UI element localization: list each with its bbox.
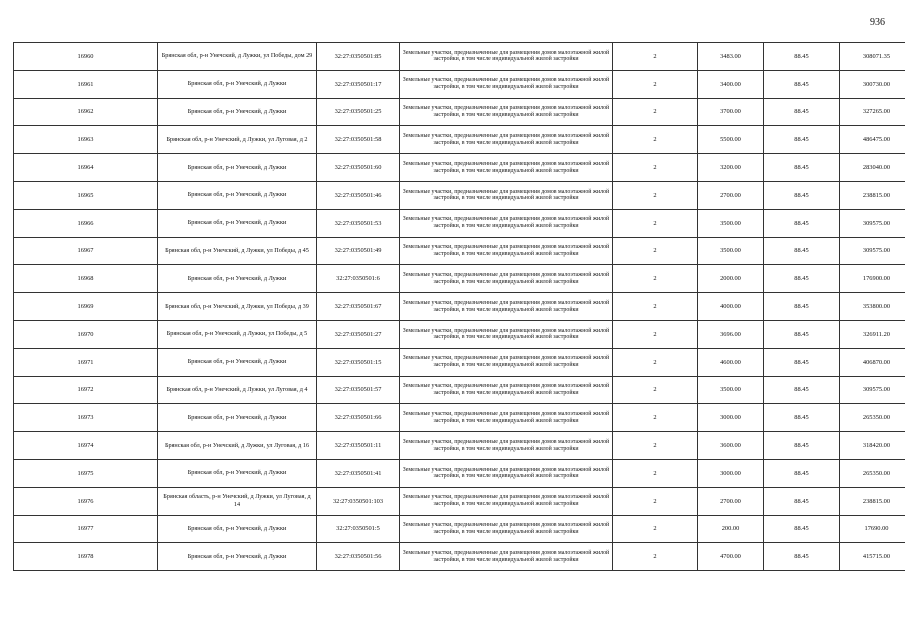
category-cell: 2: [613, 70, 698, 98]
specific-value-cell: 88.45: [764, 376, 840, 404]
category-cell: 2: [613, 432, 698, 460]
area-cell: 5500.00: [698, 126, 764, 154]
address-cell: Брянская обл, р-н Унечский, д Лужки: [158, 348, 317, 376]
table-row: [14, 515, 905, 543]
category-cell: 2: [613, 181, 698, 209]
specific-value-cell: 88.45: [764, 237, 840, 265]
address-cell: Брянская обл, р-н Унечский, д Лужки: [158, 98, 317, 126]
category-cell: 2: [613, 237, 698, 265]
category-cell: 2: [613, 376, 698, 404]
area-cell: 3000.00: [698, 459, 764, 487]
specific-value-cell: 88.45: [764, 43, 840, 71]
permitted-use-cell: Земельные участки, предназначенные для размещения домов малоэтажной жилой застройки, в том числе индивидуальной жилой застройки: [400, 237, 613, 265]
table-row: [14, 459, 905, 487]
category-cell: 2: [613, 543, 698, 571]
cadastral-number-cell: 32:27:0350501:85: [317, 43, 400, 71]
address-cell: Брянская обл, р-н Унечский, д Лужки: [158, 70, 317, 98]
row-number-cell: 16966: [14, 209, 158, 237]
cadastral-number-cell: 32:27:0350501:15: [317, 348, 400, 376]
cadastral-value-cell: 238815.00: [840, 181, 905, 209]
cadastral-value-cell: 326911.20: [840, 320, 905, 348]
table-row: [14, 376, 905, 404]
area-cell: 200.00: [698, 515, 764, 543]
cadastral-number-cell: 32:27:0350501:25: [317, 98, 400, 126]
page-number: 936: [870, 17, 885, 28]
row-number-cell: 16969: [14, 293, 158, 321]
cadastral-value-cell: 353800.00: [840, 293, 905, 321]
category-cell: 2: [613, 98, 698, 126]
permitted-use-cell: Земельные участки, предназначенные для размещения домов малоэтажной жилой застройки, в том числе индивидуальной жилой застройки: [400, 543, 613, 571]
specific-value-cell: 88.45: [764, 70, 840, 98]
cadastral-number-cell: 32:27:0350501:58: [317, 126, 400, 154]
permitted-use-cell: Земельные участки, предназначенные для размещения домов малоэтажной жилой застройки, в том числе индивидуальной жилой застройки: [400, 43, 613, 71]
cadastral-value-cell: 309575.00: [840, 237, 905, 265]
category-cell: 2: [613, 265, 698, 293]
category-cell: 2: [613, 154, 698, 182]
specific-value-cell: 88.45: [764, 487, 840, 515]
permitted-use-cell: Земельные участки, предназначенные для размещения домов малоэтажной жилой застройки, в том числе индивидуальной жилой застройки: [400, 459, 613, 487]
address-cell: Брянская обл, р-н Унечский, д Лужки: [158, 515, 317, 543]
address-cell: Брянская обл, р-н Унечский, д Лужки: [158, 265, 317, 293]
row-number-cell: 16974: [14, 432, 158, 460]
specific-value-cell: 88.45: [764, 209, 840, 237]
table-row: [14, 181, 905, 209]
table-row: [14, 404, 905, 432]
category-cell: 2: [613, 293, 698, 321]
permitted-use-cell: Земельные участки, предназначенные для размещения домов малоэтажной жилой застройки, в том числе индивидуальной жилой застройки: [400, 432, 613, 460]
area-cell: 3600.00: [698, 432, 764, 460]
cadastral-value-cell: 486475.00: [840, 126, 905, 154]
table-row: [14, 237, 905, 265]
cadastral-number-cell: 32:27:0350501:5: [317, 515, 400, 543]
specific-value-cell: 88.45: [764, 126, 840, 154]
row-number-cell: 16971: [14, 348, 158, 376]
registry-table-body: [14, 43, 905, 571]
cadastral-value-cell: 327265.00: [840, 98, 905, 126]
area-cell: 4600.00: [698, 348, 764, 376]
area-cell: 3500.00: [698, 209, 764, 237]
row-number-cell: 16961: [14, 70, 158, 98]
specific-value-cell: 88.45: [764, 515, 840, 543]
permitted-use-cell: Земельные участки, предназначенные для размещения домов малоэтажной жилой застройки, в том числе индивидуальной жилой застройки: [400, 515, 613, 543]
permitted-use-cell: Земельные участки, предназначенные для размещения домов малоэтажной жилой застройки, в том числе индивидуальной жилой застройки: [400, 348, 613, 376]
cadastral-value-cell: 318420.00: [840, 432, 905, 460]
address-cell: Брянская область, р-н Унечский, д Лужки, ул Луговая, д 14: [158, 487, 317, 515]
cadastral-number-cell: 32:27:0350501:56: [317, 543, 400, 571]
cadastral-number-cell: 32:27:0350501:60: [317, 154, 400, 182]
row-number-cell: 16963: [14, 126, 158, 154]
cadastral-number-cell: 32:27:0350501:66: [317, 404, 400, 432]
cadastral-value-cell: 265350.00: [840, 404, 905, 432]
address-cell: Брянская обл, р-н Унечский, д Лужки: [158, 404, 317, 432]
area-cell: 3500.00: [698, 237, 764, 265]
table-row: [14, 265, 905, 293]
permitted-use-cell: Земельные участки, предназначенные для размещения домов малоэтажной жилой застройки, в том числе индивидуальной жилой застройки: [400, 320, 613, 348]
permitted-use-cell: Земельные участки, предназначенные для размещения домов малоэтажной жилой застройки, в том числе индивидуальной жилой застройки: [400, 265, 613, 293]
row-number-cell: 16972: [14, 376, 158, 404]
permitted-use-cell: Земельные участки, предназначенные для размещения домов малоэтажной жилой застройки, в том числе индивидуальной жилой застройки: [400, 70, 613, 98]
specific-value-cell: 88.45: [764, 404, 840, 432]
row-number-cell: 16975: [14, 459, 158, 487]
permitted-use-cell: Земельные участки, предназначенные для размещения домов малоэтажной жилой застройки, в том числе индивидуальной жилой застройки: [400, 293, 613, 321]
address-cell: Брянская обл, р-н Унечский, д Лужки: [158, 459, 317, 487]
address-cell: Брянская обл, р-н Унечский, д Лужки: [158, 209, 317, 237]
cadastral-number-cell: 32:27:0350501:6: [317, 265, 400, 293]
permitted-use-cell: Земельные участки, предназначенные для размещения домов малоэтажной жилой застройки, в том числе индивидуальной жилой застройки: [400, 209, 613, 237]
table-row: [14, 209, 905, 237]
area-cell: 3696.00: [698, 320, 764, 348]
cadastral-value-cell: 176900.00: [840, 265, 905, 293]
cadastral-number-cell: 32:27:0350501:46: [317, 181, 400, 209]
cadastral-value-cell: 17690.00: [840, 515, 905, 543]
address-cell: Брянская обл, р-н Унечский, д Лужки: [158, 154, 317, 182]
cadastral-number-cell: 32:27:0350501:53: [317, 209, 400, 237]
address-cell: Брянская обл, р-н Унечский, д Лужки, ул Луговая, д 2: [158, 126, 317, 154]
category-cell: 2: [613, 459, 698, 487]
permitted-use-cell: Земельные участки, предназначенные для размещения домов малоэтажной жилой застройки, в том числе индивидуальной жилой застройки: [400, 181, 613, 209]
cadastral-value-cell: 300730.00: [840, 70, 905, 98]
cadastral-number-cell: 32:27:0350501:11: [317, 432, 400, 460]
table-row: [14, 70, 905, 98]
category-cell: 2: [613, 209, 698, 237]
cadastral-number-cell: 32:27:0350501:41: [317, 459, 400, 487]
specific-value-cell: 88.45: [764, 265, 840, 293]
category-cell: 2: [613, 43, 698, 71]
cadastral-value-cell: 308071.35: [840, 43, 905, 71]
area-cell: 2700.00: [698, 487, 764, 515]
row-number-cell: 16968: [14, 265, 158, 293]
category-cell: 2: [613, 515, 698, 543]
area-cell: 4700.00: [698, 543, 764, 571]
table-row: [14, 154, 905, 182]
area-cell: 3200.00: [698, 154, 764, 182]
cadastral-number-cell: 32:27:0350501:57: [317, 376, 400, 404]
cadastral-value-cell: 238815.00: [840, 487, 905, 515]
permitted-use-cell: Земельные участки, предназначенные для размещения домов малоэтажной жилой застройки, в том числе индивидуальной жилой застройки: [400, 487, 613, 515]
table-row: [14, 320, 905, 348]
cadastral-number-cell: 32:27:0350501:49: [317, 237, 400, 265]
cadastral-value-cell: 415715.00: [840, 543, 905, 571]
area-cell: 3700.00: [698, 98, 764, 126]
permitted-use-cell: Земельные участки, предназначенные для размещения домов малоэтажной жилой застройки, в том числе индивидуальной жилой застройки: [400, 154, 613, 182]
specific-value-cell: 88.45: [764, 348, 840, 376]
area-cell: 3483.00: [698, 43, 764, 71]
table-row: [14, 43, 905, 71]
row-number-cell: 16977: [14, 515, 158, 543]
specific-value-cell: 88.45: [764, 98, 840, 126]
row-number-cell: 16973: [14, 404, 158, 432]
address-cell: Брянская обл, р-н Унечский, д Лужки, ул Победы, д 45: [158, 237, 317, 265]
address-cell: Брянская обл, р-н Унечский, д Лужки, ул Победы, д 39: [158, 293, 317, 321]
address-cell: Брянская обл, р-н Унечский, д Лужки: [158, 181, 317, 209]
cadastral-value-cell: 283040.00: [840, 154, 905, 182]
table-row: [14, 432, 905, 460]
area-cell: 2000.00: [698, 265, 764, 293]
row-number-cell: 16965: [14, 181, 158, 209]
address-cell: Брянская обл, р-н Унечский, д Лужки, ул Победы, дом 29: [158, 43, 317, 71]
row-number-cell: 16970: [14, 320, 158, 348]
row-number-cell: 16962: [14, 98, 158, 126]
area-cell: 3400.00: [698, 70, 764, 98]
table-row: [14, 348, 905, 376]
category-cell: 2: [613, 487, 698, 515]
area-cell: 3000.00: [698, 404, 764, 432]
cadastral-number-cell: 32:27:0350501:103: [317, 487, 400, 515]
row-number-cell: 16978: [14, 543, 158, 571]
specific-value-cell: 88.45: [764, 154, 840, 182]
category-cell: 2: [613, 404, 698, 432]
table-row: [14, 98, 905, 126]
row-number-cell: 16976: [14, 487, 158, 515]
specific-value-cell: 88.45: [764, 459, 840, 487]
permitted-use-cell: Земельные участки, предназначенные для размещения домов малоэтажной жилой застройки, в том числе индивидуальной жилой застройки: [400, 376, 613, 404]
permitted-use-cell: Земельные участки, предназначенные для размещения домов малоэтажной жилой застройки, в том числе индивидуальной жилой застройки: [400, 404, 613, 432]
cadastral-value-cell: 309575.00: [840, 376, 905, 404]
row-number-cell: 16964: [14, 154, 158, 182]
row-number-cell: 16967: [14, 237, 158, 265]
category-cell: 2: [613, 126, 698, 154]
table-row: [14, 543, 905, 571]
land-registry-table: [13, 42, 905, 571]
address-cell: Брянская обл, р-н Унечский, д Лужки, ул Луговая, д 4: [158, 376, 317, 404]
cadastral-value-cell: 406870.00: [840, 348, 905, 376]
table-row: [14, 126, 905, 154]
cadastral-number-cell: 32:27:0350501:17: [317, 70, 400, 98]
specific-value-cell: 88.45: [764, 181, 840, 209]
area-cell: 4000.00: [698, 293, 764, 321]
address-cell: Брянская обл, р-н Унечский, д Лужки, ул Победы, д 5: [158, 320, 317, 348]
table-row: [14, 293, 905, 321]
address-cell: Брянская обл, р-н Унечский, д Лужки: [158, 543, 317, 571]
row-number-cell: 16960: [14, 43, 158, 71]
category-cell: 2: [613, 320, 698, 348]
area-cell: 2700.00: [698, 181, 764, 209]
area-cell: 3500.00: [698, 376, 764, 404]
cadastral-number-cell: 32:27:0350501:27: [317, 320, 400, 348]
category-cell: 2: [613, 348, 698, 376]
specific-value-cell: 88.45: [764, 293, 840, 321]
cadastral-value-cell: 309575.00: [840, 209, 905, 237]
specific-value-cell: 88.45: [764, 320, 840, 348]
table-row: [14, 487, 905, 515]
specific-value-cell: 88.45: [764, 543, 840, 571]
permitted-use-cell: Земельные участки, предназначенные для размещения домов малоэтажной жилой застройки, в том числе индивидуальной жилой застройки: [400, 98, 613, 126]
cadastral-value-cell: 265350.00: [840, 459, 905, 487]
permitted-use-cell: Земельные участки, предназначенные для размещения домов малоэтажной жилой застройки, в том числе индивидуальной жилой застройки: [400, 126, 613, 154]
cadastral-number-cell: 32:27:0350501:67: [317, 293, 400, 321]
address-cell: Брянская обл, р-н Унечский, д Лужки, ул Луговая, д 16: [158, 432, 317, 460]
specific-value-cell: 88.45: [764, 432, 840, 460]
